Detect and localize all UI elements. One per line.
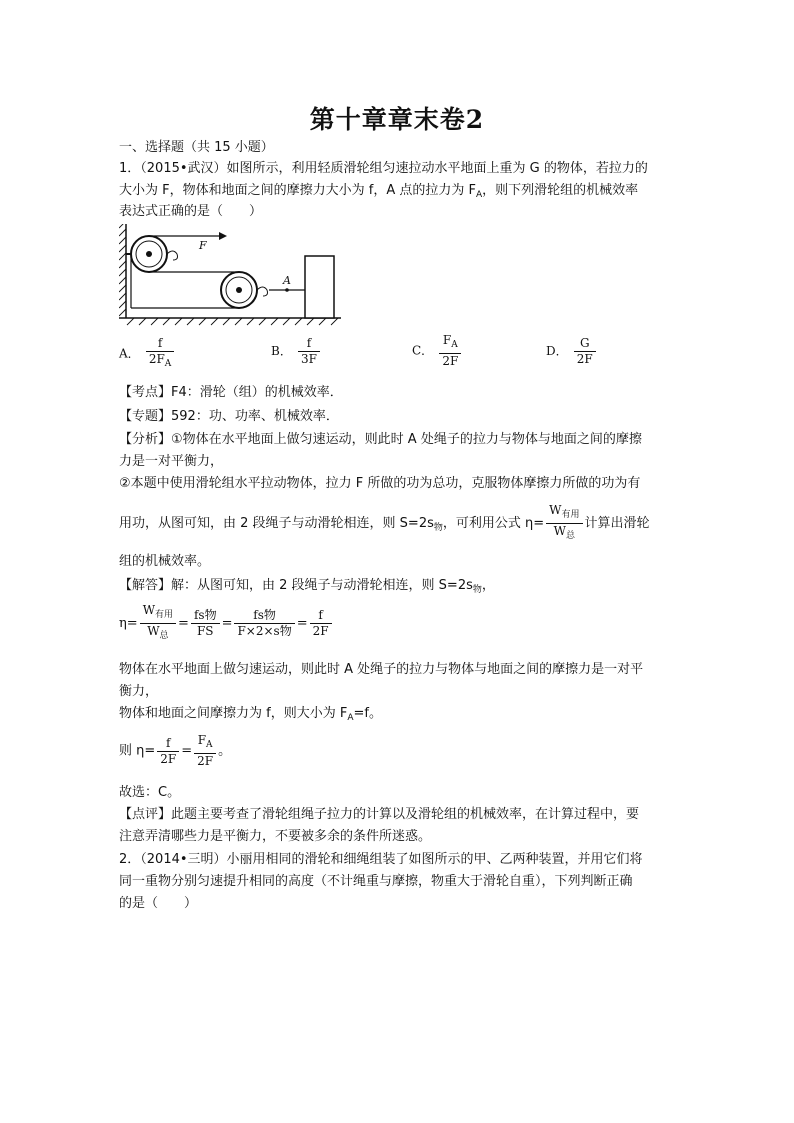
- q1-stem-line-2-text: 大小为 F，物体和地面之间的摩擦力大小为 f，A 点的拉力为 F: [119, 183, 476, 198]
- q2-stem-line-2: 同一重物分别匀速提升相同的高度（不计绳重与摩擦，物重大于滑轮自重），下列判断正确: [119, 874, 633, 889]
- q1-stem-line-1: 1．（2015•武汉）如图所示，利用轻质滑轮组匀速拉动水平地面上重为 G 的物体，若拉力的: [119, 161, 648, 176]
- q1-kaodian: 【考点】F4：滑轮（组）的机械效率．: [119, 385, 343, 400]
- q1-fenxi-1: 【分析】①物体在水平地面上做匀速运动，则此时 A 处绳子的拉力与物体与地面之间的摩擦: [119, 432, 642, 447]
- q2-stem-line-3: 的是（ ）: [119, 896, 198, 911]
- section-header: 一、选择题（共 15 小题）: [119, 140, 274, 155]
- q1-option-a[interactable]: A． $\frac{f}{2F_A}$: [119, 336, 176, 372]
- q1-fenxi-5: 组的机械效率。: [119, 554, 211, 569]
- q1-jieda-3: 衡力，: [119, 684, 159, 699]
- q1-option-c[interactable]: C． $\frac{F_A}{2F}$: [412, 333, 463, 369]
- point-label-a: A: [283, 274, 291, 287]
- q1-option-d[interactable]: D． $\frac{G}{2F}$: [546, 336, 598, 367]
- q1-equation-1: η= $\frac{W_{有用}}{W_总}$ = $\frac{\text{fs物}}{FS}$ = $\frac{\text{fs物}}{\text{F×2×s物}}$ = $\frac{f}{2F}$: [119, 603, 334, 644]
- q1-answer: 故选：C。: [119, 785, 181, 800]
- q1-stem-line-3: 表达式正确的是（ ）: [119, 204, 263, 219]
- q1-jieda-4: 物体和地面之间摩擦力为 f，则大小为 $F_A=f$。: [119, 706, 382, 723]
- pulley-system-figure: [119, 224, 349, 326]
- q1-zhuanti: 【专题】592：功、功率、机械效率．: [119, 409, 339, 424]
- q1-dianping-1: 【点评】此题主要考查了滑轮组绳子拉力的计算以及滑轮组的机械效率，在计算过程中，要: [119, 807, 640, 822]
- q1-fenxi-2: 力是一对平衡力，: [119, 454, 224, 469]
- q1-equation-2: 则 η= $\frac{f}{2F}$ = $\frac{F_A}{2F}$ 。: [119, 733, 232, 768]
- q1-dianping-2: 注意弄清哪些力是平衡力，不要被多余的条件所迷惑。: [119, 829, 432, 844]
- q1-jieda-1: 【解答】解：从图可知，由 2 段绳子与动滑轮相连，则 $S=2s_物$，: [119, 578, 495, 595]
- force-label-f: F: [199, 239, 207, 252]
- q1-fenxi-4: 用功，从图可知，由 2 段绳子与动滑轮相连，则 $S=2s_物$，可利用公式 η= $\frac{W_{有用}}{W_总}$ 计算出滑轮: [119, 503, 650, 541]
- q1-option-b[interactable]: B． $\frac{f}{3F}$: [271, 336, 322, 367]
- page-title: 第十章章末卷2: [309, 105, 485, 134]
- q1-fenxi-3: ②本题中使用滑轮组水平拉动物体，拉力 F 所做的功为总功，克服物体摩擦力所做的功为有: [119, 476, 641, 491]
- q2-stem-line-1: 2．（2014•三明）小丽用相同的滑轮和细绳组装了如图所示的甲、乙两种装置，并用它们将: [119, 852, 643, 867]
- q1-jieda-2: 物体在水平地面上做匀速运动，则此时 A 处绳子的拉力与物体与地面之间的摩擦力是一对平: [119, 662, 644, 677]
- q1-stem-line-2: 大小为 F，物体和地面之间的摩擦力大小为 f，A 点的拉力为 $F_A$，则下列滑轮组的机械效率: [119, 183, 639, 200]
